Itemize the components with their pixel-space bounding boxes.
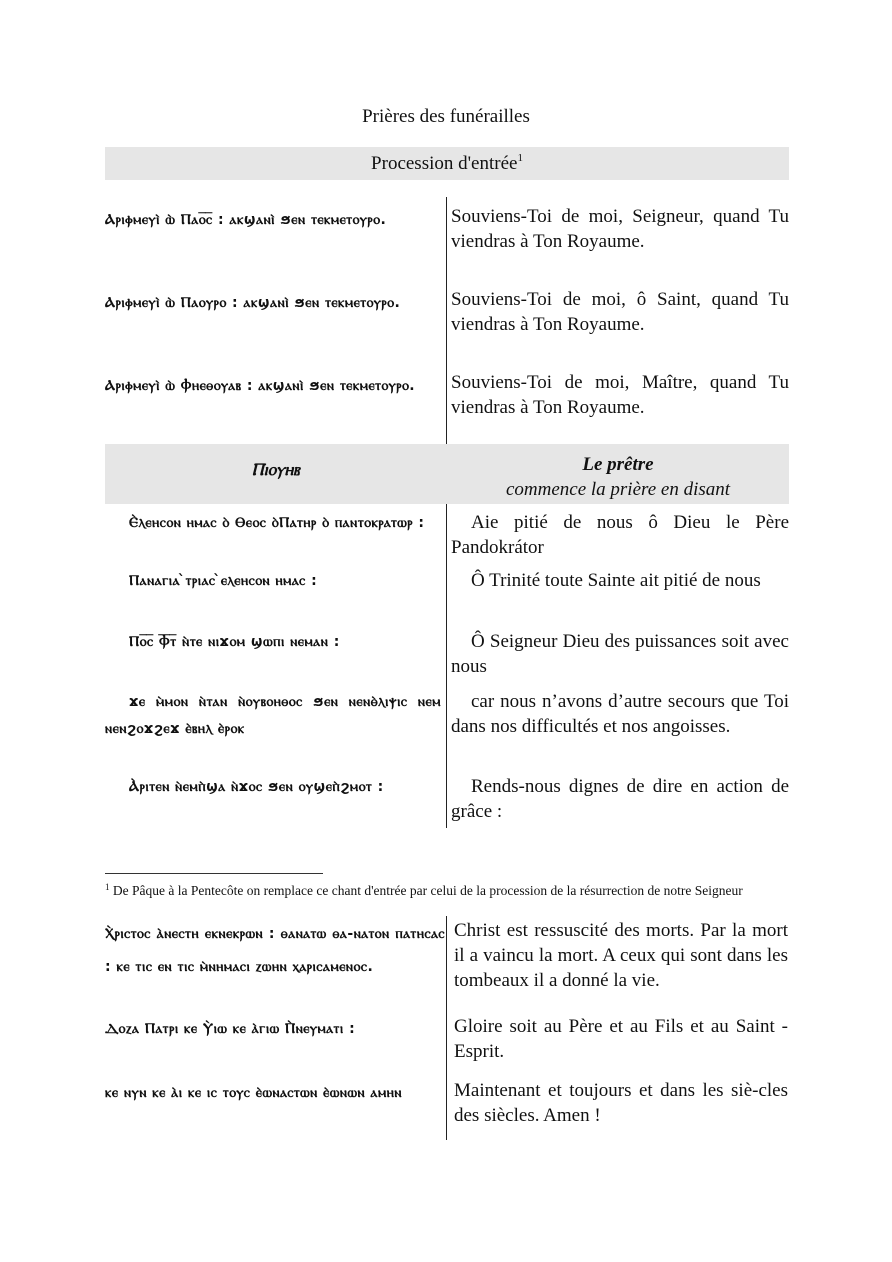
page-title: Prières des funérailles <box>362 106 530 127</box>
footnote-ref: 1 <box>517 152 523 164</box>
french-text: Ô Trinité toute Sainte ait pitié de nous <box>471 570 761 591</box>
coptic-text: Ⲁⲣⲓⲫⲙⲉⲩⲓ̀ ⲱ̀ Ⲡⲁⲟ̅ⲥ̅ : ⲁⲕϣⲁⲛⲓ̀ ϧⲉⲛ ⲧⲉⲕⲙⲉⲧⲟⲩⲣⲟ. <box>105 212 387 228</box>
column-divider <box>446 504 447 828</box>
footnote-text: De Pâque à la Pentecôte on remplace ce chant d'entrée par celui de la procession de la résurrection de notre Seigneur <box>112 883 743 898</box>
column-divider <box>446 916 447 1140</box>
coptic-header: Ⲡⲓⲟⲩⲏⲃ <box>251 460 300 480</box>
footnote <box>105 882 789 899</box>
coptic-text: Ⲡⲁⲛⲁⲅⲓⲁ ̀ⲧⲣⲓⲁⲥ ̀ⲉⲗⲉⲏⲥⲟⲛ ⲏⲙⲁⲥ : <box>129 573 318 589</box>
french-text: Souviens-Toi de moi, ô Saint, quand Tu viendras à Ton Royaume. <box>451 289 789 335</box>
french-text: Souviens-Toi de moi, Seigneur, quand Tu viendras à Ton Royaume. <box>451 206 789 252</box>
coptic-text: Ⲇⲟⲍⲁ Ⲡⲁⲧⲣⲓ ⲕⲉ Ⲩ̀ⲓⲱ ⲕⲉ ⲁ̀ⲅⲓⲱ Ⲡ̀ⲛⲉⲩⲙⲁⲧⲓ : <box>105 1021 356 1037</box>
coptic-text: Ⲭ̀ⲣⲓⲥⲧⲟⲥ ⲁ̀ⲛⲉⲥⲧⲏ ⲉⲕⲛⲉⲕⲣⲱⲛ : ⲑⲁⲛⲁⲧⲱ ⲑⲁ-ⲛⲁⲧⲟⲛ ⲡⲁⲧⲏⲥⲁⲥ : ⲕⲉ ⲧⲓⲥ ⲉⲛ ⲧⲓⲥ ⲙ̀ⲛⲏⲙⲁⲥⲓ ⲍⲱⲏⲛ ⲭⲁⲣⲓⲥⲁⲙⲉⲛⲟⲥ. <box>105 926 445 975</box>
coptic-text: ⲕⲉ ⲛⲩⲛ ⲕⲉ ⲁ̀ⲓ ⲕⲉ ⲓⲥ ⲧⲟⲩⲥ ⲉ̀ⲱⲛⲁⲥⲧⲱⲛ ⲉ̀ⲱⲛⲱⲛ ⲁⲙⲏⲛ <box>105 1085 402 1101</box>
section-banner <box>105 147 789 180</box>
coptic-text: Ⲁ̀ⲣⲓⲧⲉⲛ ⲛ̀ⲉⲙⲡ̀ϣⲁ ⲛ̀ϫⲟⲥ ϧⲉⲛ ⲟⲩϣⲉⲡ̀ϩⲙⲟⲧ : <box>129 779 384 795</box>
french-text: Gloire soit au Père et au Fils et au Saint -Esprit. <box>454 1016 788 1062</box>
coptic-text: ϫⲉ ⲙ̀ⲙⲟⲛ ⲛ̀ⲧⲁⲛ ⲛ̀ⲟⲩⲃⲟⲏⲑⲟⲥ ϧⲉⲛ ⲛⲉⲛⲑ̀ⲗⲓⲯⲓⲥ ⲛⲉⲙ ⲛⲉⲛϩⲟϫϩⲉϫ ⲉ̀ⲃⲏⲗ ⲉ̀ⲣⲟⲕ <box>105 694 441 737</box>
french-text: Aie pitié de nous ô Dieu le Père Pandokrátor <box>451 512 789 558</box>
coptic-text: Ⲉ̀ⲗⲉⲏⲥⲟⲛ ⲏⲙⲁⲥ ⲟ̀ Ⲑⲉⲟⲥ ⲟ̀Ⲡⲁⲧⲏⲣ ⲟ̀ ⲡⲁⲛⲧⲟⲕⲣⲁⲧⲱⲣ : <box>129 515 425 531</box>
french-text: Maintenant et toujours et dans les siè-cles des siècles. Amen ! <box>454 1080 788 1126</box>
french-text: Souviens-Toi de moi, Maître, quand Tu viendras à Ton Royaume. <box>451 372 789 418</box>
french-header <box>447 452 789 502</box>
priest-header <box>105 444 789 504</box>
footnote-number: 1 <box>105 882 110 892</box>
coptic-text: Ⲡⲟ̅ⲥ̅ Ⲫ̅ⲧ̅ ⲛ̀ⲧⲉ ⲛⲓϫⲟⲙ ϣⲱⲡⲓ ⲛⲉⲙⲁⲛ : <box>129 634 340 650</box>
french-text: Ô Seigneur Dieu des puissances soit avec nous <box>451 631 789 677</box>
french-text: Rends-nous dignes de dire en action de grâce : <box>451 776 789 822</box>
french-text: car nous n’avons d’autre secours que Toi dans nos difficultés et nos angoisses. <box>451 691 789 737</box>
footnote-separator <box>105 873 323 874</box>
section-label: Procession d'entrée <box>371 153 518 174</box>
coptic-text: Ⲁⲣⲓⲫⲙⲉⲩⲓ̀ ⲱ̀ Ⲫⲏⲉⲑⲟⲩⲁⲃ : ⲁⲕϣⲁⲛⲓ̀ ϧⲉⲛ ⲧⲉⲕⲙⲉⲧⲟⲩⲣⲟ. <box>105 378 416 394</box>
header-title: Le prêtre <box>582 454 654 475</box>
column-divider <box>446 197 447 444</box>
header-subtitle: commence la prière en disant <box>505 479 731 500</box>
french-text: Christ est ressuscité des morts. Par la mort il a vaincu la mort. A ceux qui sont dans les tombeaux il a donné la vie. <box>454 920 788 991</box>
coptic-text: Ⲁⲣⲓⲫⲙⲉⲩⲓ̀ ⲱ̀ Ⲡⲁⲟⲩⲣⲟ : ⲁⲕϣⲁⲛⲓ̀ ϧⲉⲛ ⲧⲉⲕⲙⲉⲧⲟⲩⲣⲟ. <box>105 295 401 311</box>
